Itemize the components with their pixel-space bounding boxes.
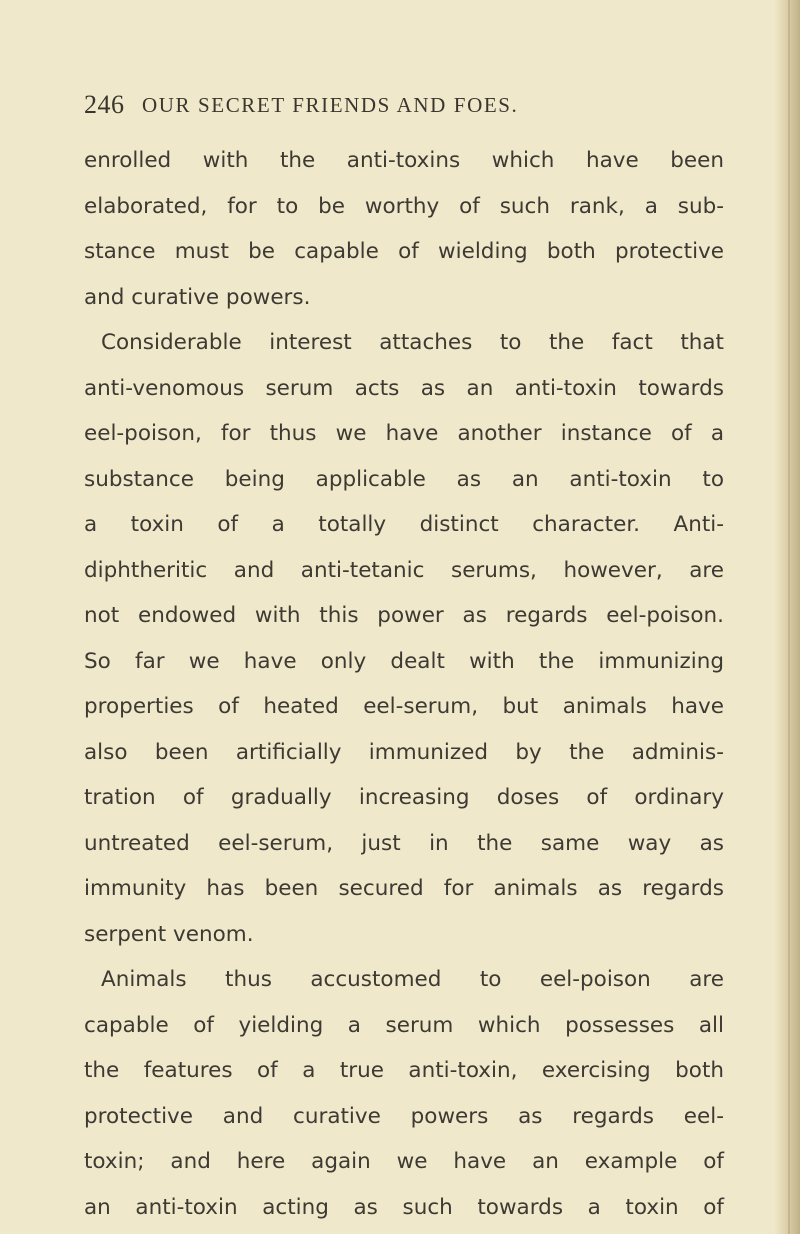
running-head	[84, 90, 704, 130]
text-line: enrolled with the anti-toxins which have been	[84, 148, 724, 173]
text-line: properties of heated eel-serum, but animals have	[84, 694, 724, 719]
page-edge-line	[788, 0, 790, 1234]
text-line: So far we have only dealt with the immunizing	[84, 648, 724, 674]
text-line: tration of gradually increasing doses of ordinary	[84, 785, 724, 810]
page-edge-shadow	[774, 0, 800, 1234]
text-line: a toxin of a totally distinct character. Anti-	[84, 512, 724, 537]
page-number: 246	[84, 90, 125, 119]
text-line: elaborated, for to be worthy of such rank, a sub-	[84, 193, 724, 219]
text-line: capable of yielding a serum which possesses all	[84, 1012, 724, 1038]
text-line: anti-venomous serum acts as an anti-toxin towards	[84, 375, 724, 401]
paragraph-start-line: Animals thus accustomed to eel-poison are	[101, 967, 724, 992]
text-line: also been artificially immunized by the adminis-	[84, 739, 724, 765]
text-line: and curative powers.	[84, 284, 311, 310]
text-line: not endowed with this power as regards eel-poison.	[84, 603, 724, 628]
running-title: OUR SECRET FRIENDS AND FOES.	[142, 93, 519, 117]
text-line: the features of a true anti-toxin, exercising both	[84, 1058, 724, 1083]
text-line: untreated eel-serum, just in the same way as	[84, 830, 724, 856]
text-line: substance being applicable as an anti-toxin to	[84, 466, 724, 492]
body-text	[84, 138, 724, 1230]
text-line: protective and curative powers as regards eel-	[84, 1103, 724, 1129]
text-line: eel-poison, for thus we have another instance of a	[84, 421, 724, 446]
text-line: diphtheritic and anti-tetanic serums, however, are	[84, 557, 724, 583]
text-line: immunity has been secured for animals as regards	[84, 876, 724, 901]
text-line: serpent venom.	[84, 921, 254, 947]
text-line: toxin; and here again we have an example of	[84, 1149, 724, 1174]
text-line: an anti-toxin acting as such towards a toxin of	[84, 1194, 724, 1220]
paragraph-start-line: Considerable interest attaches to the fact that	[101, 330, 724, 355]
text-line: stance must be capable of wielding both protective	[84, 239, 724, 264]
